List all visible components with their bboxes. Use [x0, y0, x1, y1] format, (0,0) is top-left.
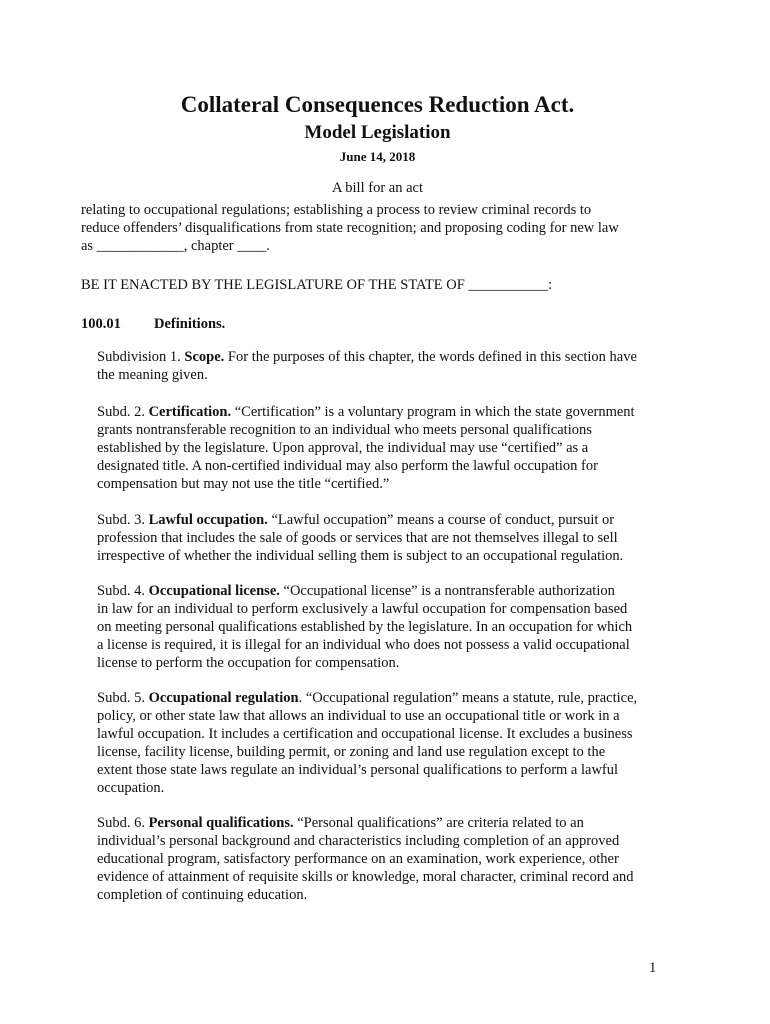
bill-intro: A bill for an act: [331, 180, 423, 196]
defined-term: Occupational regulation: [148, 690, 299, 706]
defined-term: Certification.: [148, 404, 232, 420]
defined-term: Lawful occupation.: [148, 512, 268, 528]
text-line: on meeting personal qualifications established by the legislature. In an occupation for which: [97, 619, 633, 635]
section-heading: [81, 316, 225, 333]
subdivision-1: [97, 348, 667, 384]
subdivision-prefix: Subd. 2.: [97, 404, 149, 420]
document-title: Collateral Consequences Reduction Act.: [180, 92, 575, 117]
subdivision-5: [97, 689, 667, 797]
text-line: profession that includes the sale of goods or services that are not themselves illegal to sell: [97, 530, 618, 546]
text-line: as ____________, chapter ____.: [81, 238, 270, 254]
subdivision-prefix: Subd. 3.: [97, 512, 149, 528]
definition-text: For the purposes of this chapter, the words defined in this section have: [224, 349, 637, 365]
text-line: individual’s personal background and characteristics including completion of an approved: [97, 833, 620, 849]
enacting-clause: BE IT ENACTED BY THE LEGISLATURE OF THE STATE OF ___________:: [81, 277, 553, 293]
subdivision-prefix: Subdivision 1.: [97, 349, 185, 365]
text-line: [97, 403, 667, 421]
text-line: evidence of attainment of requisite skills or knowledge, moral character, criminal record and: [97, 869, 634, 885]
text-line: license, facility license, building permit, or zoning and land use regulation except to the: [97, 744, 606, 760]
text-line: [97, 511, 667, 529]
text-line: policy, or other state law that allows an individual to use an occupational title or work in a: [97, 708, 620, 724]
text-line: [97, 814, 667, 832]
text-line: in law for an individual to perform exclusively a lawful occupation for compensation based: [97, 601, 628, 617]
subdivision-2: [97, 403, 667, 493]
definition-text: “Lawful occupation” means a course of conduct, pursuit or: [267, 512, 615, 528]
text-line: [97, 348, 667, 366]
definition-text: “Occupational license” is a nontransferable authorization: [279, 583, 615, 599]
section-title: Definitions.: [154, 316, 226, 332]
text-line: compensation but may not use the title “certified.”: [97, 476, 390, 492]
text-line: grants nontransferable recognition to an individual who meets personal qualifications: [97, 422, 592, 438]
text-line: [97, 582, 667, 600]
subdivision-prefix: Subd. 5.: [97, 690, 149, 706]
definition-text: “Personal qualifications” are criteria related to an: [293, 815, 584, 831]
defined-term: Personal qualifications.: [148, 815, 294, 831]
text-line: a license is required, it is illegal for an individual who does not possess a valid occupational: [97, 637, 630, 653]
text-line: relating to occupational regulations; establishing a process to review criminal records to: [81, 202, 592, 218]
definition-text: . “Occupational regulation” means a statute, rule, practice,: [298, 690, 638, 706]
subdivision-3: [97, 511, 667, 565]
text-line: educational program, satisfactory performance on an examination, work experience, other: [97, 851, 619, 867]
relating-clause: [81, 201, 681, 255]
text-line: lawful occupation. It includes a certification and occupational license. It excludes a business: [97, 726, 633, 742]
text-line: [97, 689, 667, 707]
text-line: the meaning given.: [97, 367, 208, 383]
defined-term: Occupational license.: [148, 583, 280, 599]
section-number: 100.01: [81, 316, 121, 332]
document-subtitle: Model Legislation: [304, 122, 451, 143]
text-line: designated title. A non-certified individual may also perform the lawful occupation for: [97, 458, 598, 474]
text-line: irrespective of whether the individual selling them is subject to an occupational regulation.: [97, 548, 624, 564]
subdivision-4: [97, 582, 667, 672]
text-line: reduce offenders’ disqualifications from state recognition; and proposing coding for new law: [81, 220, 619, 236]
definition-text: “Certification” is a voluntary program in which the state government: [231, 404, 635, 420]
text-line: license to perform the occupation for compensation.: [97, 655, 400, 671]
subdivision-6: [97, 814, 667, 904]
text-line: extent those state laws regulate an individual’s personal qualifications to perform a lawful: [97, 762, 619, 778]
page-number: 1: [649, 960, 657, 976]
text-line: occupation.: [97, 780, 165, 796]
subdivision-prefix: Subd. 6.: [97, 815, 149, 831]
text-line: established by the legislature. Upon approval, the individual may use “certified” as a: [97, 440, 589, 456]
document-date: June 14, 2018: [339, 149, 416, 164]
subdivision-prefix: Subd. 4.: [97, 583, 149, 599]
defined-term: Scope.: [184, 349, 225, 365]
text-line: completion of continuing education.: [97, 887, 308, 903]
